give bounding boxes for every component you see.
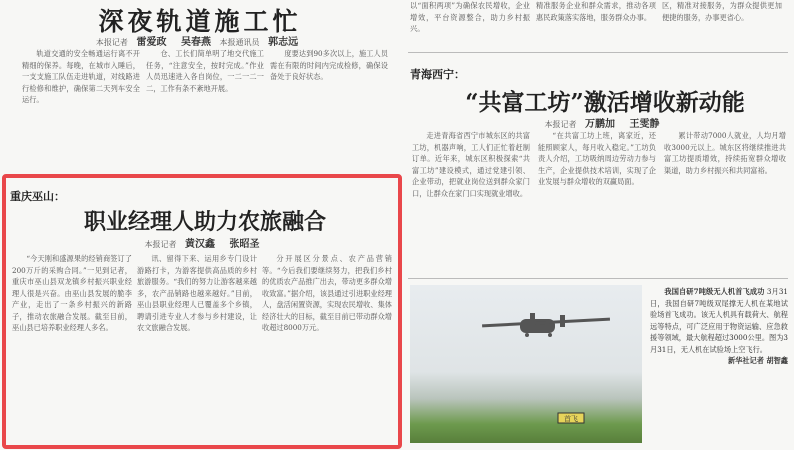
snippet-column: 精准服务企业和群众需求，推动各项惠民政策落实落地，服务群众办事。 (536, 1, 656, 22)
featured-article-column: 讯、留得下来、运用乡专门设计游路打卡，为游客提供高品质的乡村旅游服务。“我们的努力让游客越来越多，农产品销路也越来越好。”目前，巫山县职业经理人已覆盖多个乡镇，聘请引进专业人才参与乡村建设，让农文旅融合发展。 (137, 254, 257, 332)
snippet-column: 以“面积两项”为确保农民增收，企业增效，平台资源整合，助力乡村振兴。 (410, 1, 530, 33)
divider (408, 52, 788, 53)
right-article-column: “在共富工坊上班，离家近，还能照顾家人，每月收入稳定。”工坊负责人介绍，工坊吸纳周边劳动力参与生产，企业提供技术培训，实现了企业发展与群众增收的双赢局面。 (538, 131, 656, 186)
author: 吴春燕 (181, 37, 211, 48)
field-sign: 首飞 (564, 415, 578, 423)
byline-prefix: 本报记者 (144, 240, 177, 249)
top-article-byline (60, 33, 340, 48)
divider (408, 278, 788, 279)
featured-article-headline: 职业经理人助力农旅融合 (83, 209, 326, 235)
author: 黄汉鑫 (185, 239, 215, 250)
photo-caption (650, 286, 788, 367)
top-article-column: 度要达到90多次以上，施工人员需在有限的时间内完成检修，确保设备处于良好状态。 (270, 49, 388, 81)
caption-credit: 新华社记者 胡智鑫 (727, 356, 788, 365)
byline-prefix: 本报通讯员 (219, 38, 260, 47)
author: 郭志远 (268, 37, 299, 48)
right-article-column: 走进青海省西宁市城东区的共富工坊，机器声响，工人们正忙着赶制订单。近年来，城东区积极探索“共富工坊”建设模式，通过党建引领、企业带动，把就业岗位送到群众家门口，让群众在家门口实现就业增收。 (412, 131, 530, 198)
author: 王雯静 (629, 119, 660, 130)
featured-article-column: 分开展区分景点、农产品营销等。“今后我们要继续努力，把我们乡村的优质农产品推广出去，带动更多群众增收致富。”据介绍，该县通过引进职业经理人，盘活闲置资源，实现农民增收、集体经济壮大的目标，截至目前已带动群众增收超过8000万元。 (262, 254, 392, 332)
caption-text: 3月31日，我国自研7吨级双尾撑无人机在某地试验场首飞成功。该无人机具有载荷大、航程远等特点，可广泛应用于物资运输、应急救援等领域，最大航程超过3000公里。图为3月31日，无人机在试验场上空飞行。 (650, 287, 788, 354)
caption-title: 我国自研7吨级无人机首飞成功 (664, 287, 765, 296)
drone-photo (410, 285, 642, 443)
author: 张昭圣 (229, 239, 260, 250)
author: 雷爱政 (136, 37, 167, 48)
top-article-column: 轨道交通的安全畅通运行离不开精细的保养。每晚，在城市入睡后，一支支施工队伍走进轨道，对线路进行检修和维护，确保第二天列车安全运行。 (22, 49, 140, 104)
author: 万鹏加 (585, 119, 615, 130)
byline-prefix: 本报记者 (544, 120, 577, 129)
featured-article-kicker: 重庆巫山： (10, 190, 65, 203)
right-article-column: 累计带动7000人就业，人均月增收3000元以上。城东区将继续推进共富工坊提质增效，持续拓宽群众增收渠道，助力乡村振兴和共同富裕。 (664, 131, 786, 175)
drone-aircraft-icon (410, 285, 642, 443)
right-article-kicker: 青海西宁： (410, 68, 465, 81)
right-article-byline (420, 115, 790, 130)
featured-article-column: “今天刚和盛源果的经销商签订了200万斤的采购合同。”一见到记者，重庆市巫山县双龙镇乡村振兴职业经理人很是兴奋。由巫山县发展的脆李产业，走出了一条乡村振兴的新路子，推动农旅融合发展。截至目前，巫山县已培养职业经理人多名。 (12, 254, 132, 332)
top-article-column: 仓、工长们简单明了地交代施工任务，“注意安全，按时完成。”作业人员迅速进入各自岗位，一二一二一二，工作有条不紊地开展。 (146, 49, 264, 93)
top-article-headline: 深夜轨道施工忙 (98, 7, 302, 36)
featured-article-byline (20, 235, 390, 250)
snippet-column: 区，精准对接服务，为群众提供更加便捷的服务，办事更省心。 (662, 1, 782, 22)
right-article-headline: “共富工坊”激活增收新动能 (465, 89, 745, 116)
byline-prefix: 本报记者 (95, 38, 128, 47)
